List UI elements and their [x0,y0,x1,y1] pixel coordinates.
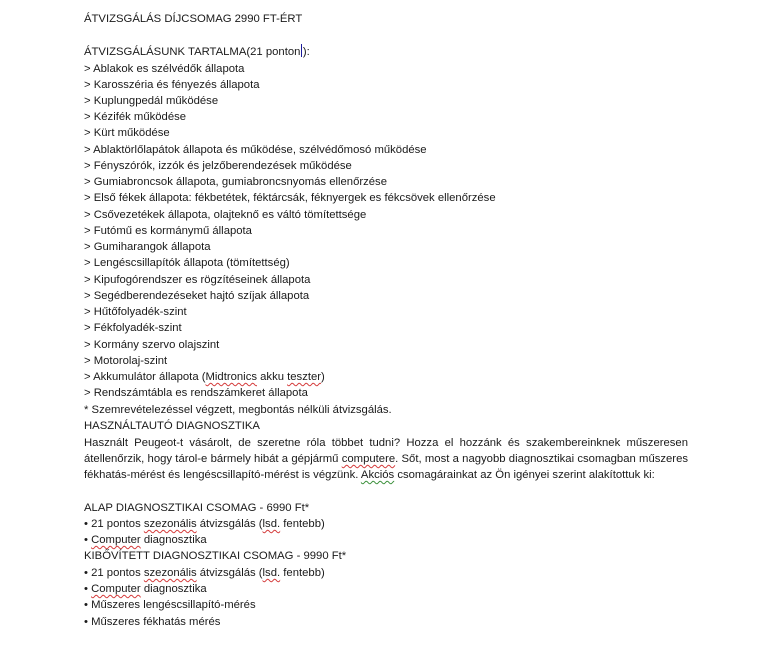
checklist-item: > Fékfolyadék-szint [84,322,182,334]
intro-paragraph: Használt Peugeot-t vásárolt, de szeretne róla többet tudni? Hozza el hozzánk és szakembereinknek műszeresen átellenőrzik, hogy tárol-e bármely hibát a gépjármű computere. Sőt, most a nagyobb diagnosztikai csomagban műszeres fékhatás-mérést és lengéscsillapító-mérést is végzünk. Akciós csomagárainkat az Ön igényei szerint alakítottuk ki: [84,437,689,481]
checklist-item: > Rendszámtábla es rendszámkeret állapota [84,387,308,399]
checklist-item: > Kuplungpedál működése [84,95,219,107]
checklist-item: > Ablakok es szélvédők állapota [84,63,245,75]
extended-package-item: • Computer diagnosztika [84,583,207,595]
checklist-item: > Futómű es kormánymű állapota [84,225,252,237]
checklist-item: > Karosszéria és fényezés állapota [84,79,260,91]
basic-package-item: • Computer diagnosztika [84,534,207,546]
checklist-item: > Lengéscsillapítók állapota (tömítettség) [84,257,290,269]
checklist-item: > Kipufogórendszer es rögzítéseinek állapota [84,274,311,286]
document-title: ÁTVIZSGÁLÁS DÍJCSOMAG 2990 FT-ÉRT [84,13,303,25]
checklist-item: > Csővezetékek állapota, olajteknő es váltó tömítettsége [84,209,367,221]
used-car-heading: HASZNÁLTAUTÓ DIAGNOSZTIKA [84,420,260,432]
basic-package-item: • 21 pontos szezonális átvizsgálás (lsd. fentebb) [84,518,325,530]
checklist-item: > Kézifék működése [84,111,187,123]
checklist-item: > Kormány szervo olajszint [84,339,220,351]
checklist-item: > Fényszórók, izzók és jelzőberendezések működése [84,160,352,172]
checklist-item: > Ablaktörlőlapátok állapota és működése, szélvédőmosó működése [84,144,427,156]
checklist-item: > Akkumulátor állapota (Midtronics akku teszter) [84,371,325,383]
disclaimer-note: * Szemrevételezéssel végzett, megbontás nélküli átvizsgálás. [84,404,392,416]
checklist-item: > Hűtőfolyadék-szint [84,306,187,318]
checklist-item: > Első fékek állapota: fékbetétek, féktárcsák, féknyergek es fékcsövek ellenőrzése [84,192,496,204]
checklist-item: > Gumiharangok állapota [84,241,211,253]
extended-package-item: • 21 pontos szezonális átvizsgálás (lsd. fentebb) [84,567,325,579]
checklist-item: > Kürt működése [84,127,170,139]
extended-package-item: • Műszeres lengéscsillapító-mérés [84,599,256,611]
checklist-item: > Segédberendezéseket hajtó szíjak állapota [84,290,310,302]
basic-package-heading: ALAP DIAGNOSZTIKAI CSOMAG - 6990 Ft* [84,502,310,514]
checklist-item: > Motorolaj-szint [84,355,168,367]
extended-package-heading: KIBŐVÍTETT DIAGNOSZTIKAI CSOMAG - 9990 Ft* [84,550,347,562]
content-heading [84,44,310,60]
content-heading-text: ÁTVIZSGÁLÁSUNK TARTALMA(21 ponton [84,46,301,58]
checklist-item: > Gumiabroncsok állapota, gumiabroncsnyomás ellenőrzése [84,176,387,188]
extended-package-item: • Műszeres fékhatás mérés [84,616,221,628]
content-heading-end: ): [302,46,310,58]
